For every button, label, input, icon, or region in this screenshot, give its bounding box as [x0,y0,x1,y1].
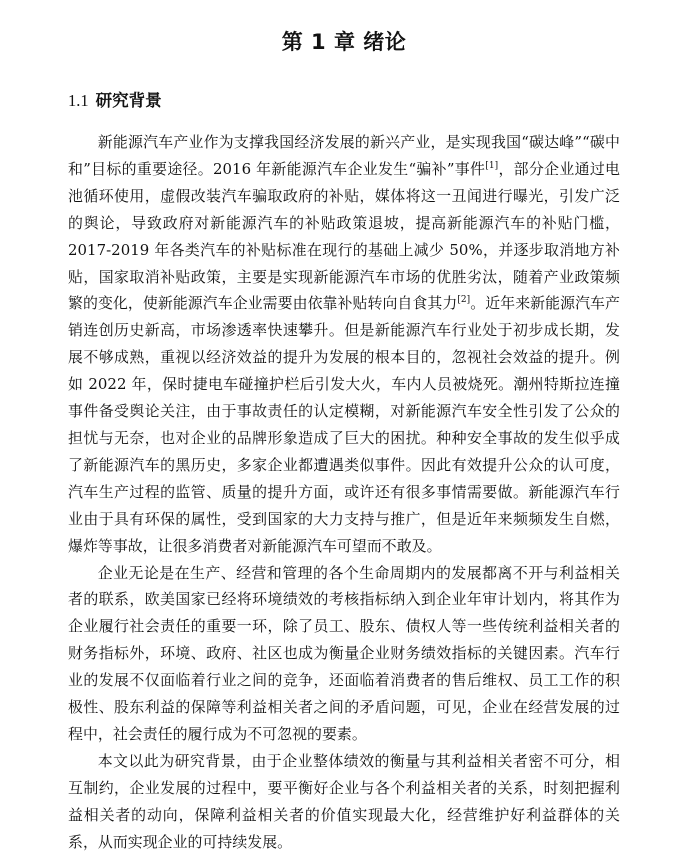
section-number: 1.1 [68,91,89,110]
paragraph-1 [68,129,620,560]
paragraph-1-part1: 新能源汽车产业作为支撑我国经济发展的新兴产业，是实现我国“碳达峰”“碳中和”目标的重要途径。2016 年新能源汽车企业发生“骗补”事件 [68,133,620,178]
citation-ref-2: [2] [457,295,471,306]
paragraph-3: 本文以此为研究背景，由于企业整体绩效的衡量与其利益相关者密不可分，相互制约，企业发展的过程中，要平衡好企业与各个利益相关者的关系，时刻把握利益相关者的动向，保障利益相关者的价值实现最大化，经营维护好利益群体的关系，从而实现企业的可持续发展。 [68,751,620,851]
paragraph-2: 企业无论是在生产、经营和管理的各个生命周期内的发展都离不开与利益相关者的联系，欧美国家已经将环境绩效的考核指标纳入到企业年审计划内，将其作为企业履行社会责任的重要一环，除了员工、股东、债权人等一些传统利益相关者的财务指标外，环境、政府、社区也成为衡量企业财务绩效指标的关键因素。汽车行业的发展不仅面临着行业之间的竞争，还面临着消费者的售后维权、员工工作的积极性、股东利益的保障等利益相关者之间的矛盾问题，可见，企业在经营发展的过程中，社会责任的履行成为不可忽视的要素。 [68,563,620,743]
chapter-title: 第 1 章 绪论 [281,30,407,54]
paragraph-1-part2: ，部分企业通过电池循环使用，虚假改装汽车骗取政府的补贴，媒体将这一丑闻进行曝光，引发广泛的舆论，导致政府对新能源汽车的补贴政策退坡，提高新能源汽车的补贴门槛，2017-2019 年各类汽车的补贴标准在现行的基础上减少 50%，并逐步取消地方补贴，国家取消补贴政策，主要是实现新能源汽车市场的优胜劣汰，随着产业政策频繁的变化，使新能源汽车企业需要由依靠补贴转向自食其力 [68,159,620,313]
section-heading [68,90,162,112]
citation-ref-1: [1] [485,160,499,171]
body-text [68,129,620,855]
paragraph-1-part3: 。近年来新能源汽车产销连创历史新高，市场渗透率快速攀升。但是新能源汽车行业处于初步成长期，发展不够成熟，重视以经济效益的提升为发展的根本目的，忽视社会效益的提升。例如 2022 年，保时捷电车碰撞护栏后引发大火，车内人员被烧死。潮州特斯拉连撞事件备受舆论关注，由于事故责任的认定模糊，对新能源汽车安全性引发了公众的担忧与无奈，也对企业的品牌形象造成了巨大的困扰。种种安全事故的发生似乎成了新能源汽车的黑历史，多家企业都遭遇类似事件。因此有效提升公众的认可度，汽车生产过程的监管、质量的提升方面，或许还有很多事情需要做。新能源汽车行业由于具有环保的属性，受到国家的大力支持与推广，但是近年来频频发生自燃，爆炸等事故，让很多消费者对新能源汽车可望而不敢及。 [68,294,620,555]
section-title: 研究背景 [95,91,162,110]
